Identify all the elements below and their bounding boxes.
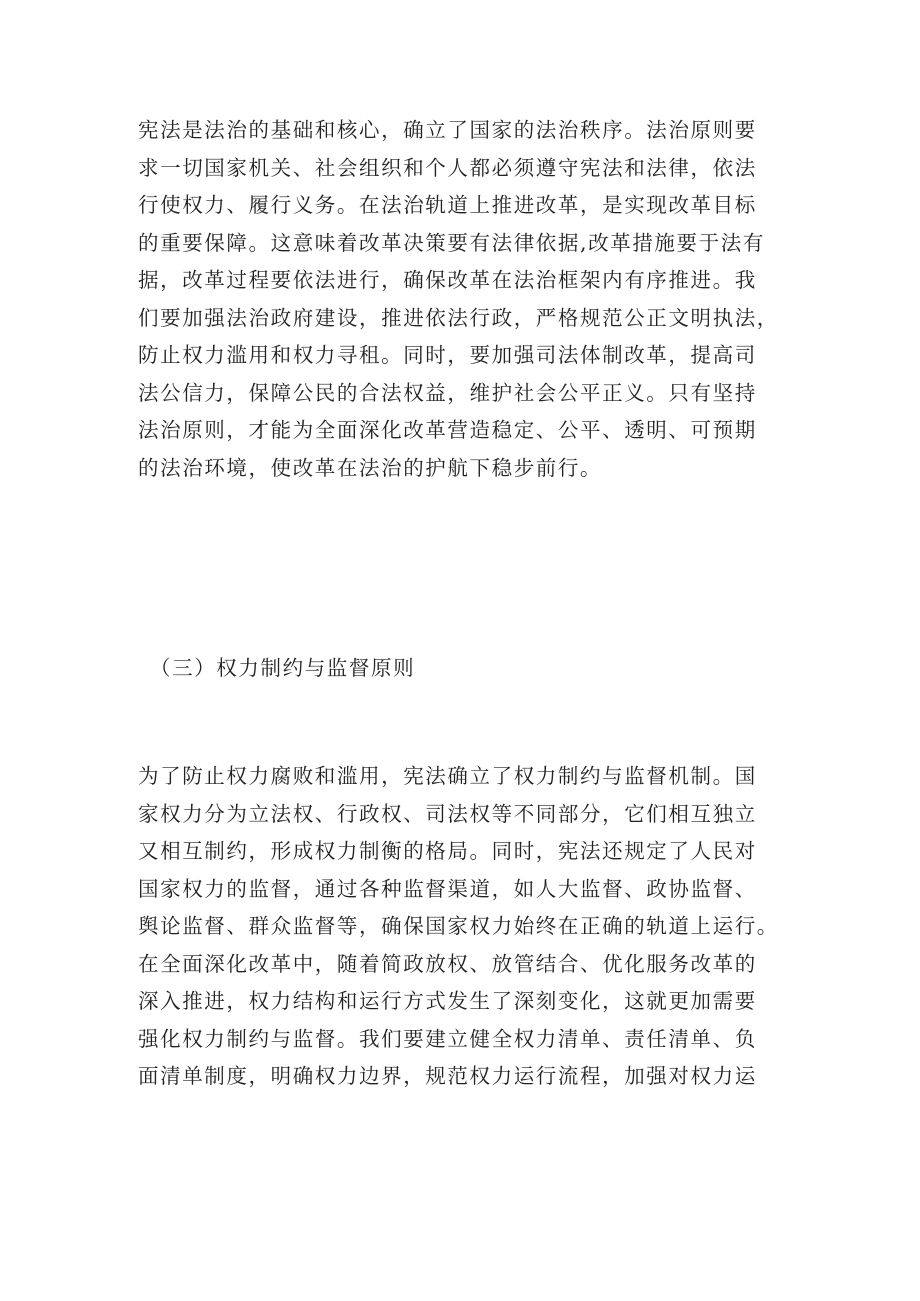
text-line: 行使权力、履行义务。在法治轨道上推进改革，是实现改革目标 [138,193,757,217]
text-line: 在全面深化改革中，随着简政放权、放管结合、优化服务改革的 [138,951,757,976]
text-line: 家权力分为立法权、行政权、司法权等不同部分，它们相互独立 [138,801,757,826]
text-line: 舆论监督、群众监督等，确保国家权力始终在正确的轨道上运行。 [138,914,779,938]
text-line: 强化权力制约与监督。我们要建立健全权力清单、责任清单、负 [138,1026,757,1051]
text-line: 法治原则，才能为全面深化改革营造稳定、公平、透明、可预期 [138,418,757,442]
text-line: 求一切国家机关、社会组织和个人都必须遵守宪法和法律，依法 [138,155,757,180]
text-line: 又相互制约，形成权力制衡的格局。同时，宪法还规定了人民对 [138,839,757,863]
text-line: 据，改革过程要依法进行，确保改革在法治框架内有序推进。我 [138,268,757,292]
text-line: 面清单制度，明确权力边界，规范权力运行流程，加强对权力运 [138,1064,757,1088]
text-line: 防止权力滥用和权力寻租。同时，要加强司法体制改革，提高司 [138,343,757,367]
paragraph-rule-of-law [138,112,779,487]
text-line: 的法治环境，使改革在法治的护航下稳步前行。 [138,455,603,480]
text-line: 法公信力，保障公民的合法权益，维护社会公平正义。只有坚持 [138,380,757,405]
text-line: 为了防止权力腐败和滥用，宪法确立了权力制约与监督机制。国 [138,764,757,788]
text-line: 的重要保障。这意味着改革决策要有法律依据,改革措施要于法有 [138,230,765,255]
text-line: 宪法是法治的基础和核心，确立了国家的法治秩序。法治原则要 [138,118,757,142]
text-line: 深入推进，权力结构和运行方式发生了深刻变化，这就更加需要 [138,989,757,1013]
paragraph-power-checks [138,758,779,1096]
text-line: 国家权力的监督，通过各种监督渠道，如人大监督、政协监督、 [138,876,757,901]
text-line: 们要加强法治政府建设，推进依法行政，严格规范公正文明执法， [138,305,779,330]
section-heading: （三）权力制约与监督原则 [150,656,416,680]
